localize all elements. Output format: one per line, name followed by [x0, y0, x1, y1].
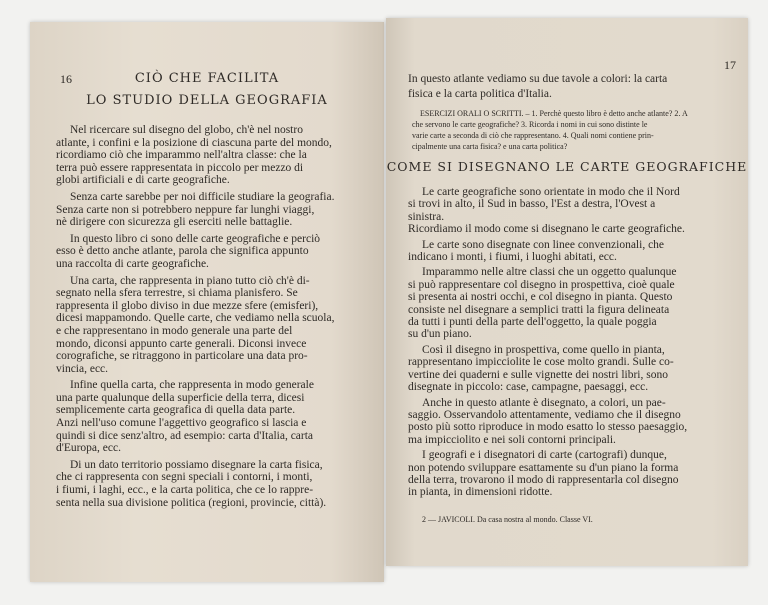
- text-line: non potendo sviluppare esattamente su d'un piano la forma: [408, 461, 679, 474]
- text-line: e che rappresentano in modo generale una parte del: [56, 324, 293, 337]
- text-line: Infine quella carta, che rappresenta in modo generale: [70, 379, 314, 392]
- text-line: si presenta ai nostri occhi, e col disegno in pianta. Questo: [408, 291, 673, 304]
- exercise-line: varie carte a seconda di ciò che rappresentano. 4. Quali nomi contiene prin-: [412, 131, 654, 140]
- text-line: semplicemente carta geografica di quella data parte.: [56, 404, 296, 417]
- body-text: [56, 124, 366, 513]
- exercise-line: cipalmente una carta fisica? e una carta politica?: [412, 142, 568, 151]
- paragraph: [56, 459, 366, 509]
- text-line: d'Europa, ecc.: [56, 442, 121, 455]
- text-line: da tutti i punti della parte dell'oggetto, la quale poggia: [408, 316, 657, 329]
- title-line: CIÒ CHE FACILITA: [134, 71, 280, 86]
- text-line: Anzi nell'uso comune l'aggettivo geografico si lascia e: [56, 417, 307, 430]
- right-page: [386, 18, 748, 566]
- exercise-line: ESERCIZI ORALI O SCRITTI. – 1. Perchè questo libro è detto anche atlante? 2. A: [420, 109, 688, 118]
- paragraph: [56, 379, 366, 455]
- paragraph: [408, 449, 718, 499]
- text-line: segnato nella sfera terrestre, si chiama planisfero. Se: [56, 287, 298, 300]
- text-line: che ci rappresenta con segni speciali i contorni, i monti,: [56, 471, 313, 484]
- text-line: corografiche, se ritraggono in particolare una data pro-: [56, 350, 308, 363]
- paragraph: [56, 124, 366, 187]
- intro-text: [408, 72, 718, 102]
- paragraph: [56, 191, 366, 229]
- paragraph: [56, 275, 366, 376]
- paragraph: [408, 266, 718, 340]
- text-line: In questo atlante vediamo su due tavole a colori: la carta: [408, 73, 668, 85]
- text-line: ma impicciolito e nei soli contorni principali.: [408, 433, 616, 446]
- text-line: Una carta, che rappresenta in piano tutto ciò ch'è di-: [70, 274, 310, 287]
- text-line: una parte qualunque della superficie della terra, dicesi: [56, 391, 305, 404]
- text-line: esso è detto anche atlante, parola che significa appunto: [56, 245, 309, 258]
- text-line: terra può essere rappresentata in piccolo per mezzo di: [56, 161, 304, 174]
- text-line: ricordiamo ciò che imparammo nell'altra classe: che la: [56, 149, 307, 162]
- text-line: dicesi mappamondo. Quelle carte, che vediamo nella scuola,: [56, 312, 335, 325]
- text-line: Anche in questo atlante è disegnato, a colori, un pae-: [422, 396, 666, 409]
- text-line: mondo, diconsi appunto carte generali. Diconsi invece: [56, 337, 307, 350]
- text-line: vertine dei quaderni e sulle vignette dei nostri libri, sono: [408, 368, 668, 381]
- text-line: della terra, trovarono il modo di rappresentarla col disegno: [408, 473, 679, 486]
- text-line: senta nella sua divisione politica (regioni, provincie, città).: [56, 496, 327, 509]
- text-line: sinistra.: [408, 210, 445, 223]
- text-line: Senza carte non si potrebbero neppure far lunghi viaggi,: [56, 203, 315, 216]
- text-line: Senza carte sarebbe per noi difficile studiare la geografia.: [70, 190, 335, 203]
- text-line: saggio. Osservandolo attentamente, vediamo che il disegno: [408, 408, 681, 421]
- text-line: Le carte sono disegnate con linee convenzionali, che: [422, 238, 665, 251]
- section-title: COME SI DISEGNANO LE CARTE GEOGRAFICHE: [386, 159, 748, 174]
- paragraph: [408, 239, 718, 264]
- text-line: si può rappresentare col disegno in prospettiva, cioè quale: [408, 278, 675, 291]
- text-line: globi artificiali e di carte geografiche.: [56, 174, 230, 187]
- exercises: [412, 108, 688, 152]
- text-line: indicano i monti, i fiumi, i luoghi abitati, ecc.: [408, 251, 617, 264]
- text-line: quindi si dice senz'altro, ad esempio: carta d'Italia, carta: [56, 429, 314, 442]
- left-page: [30, 22, 384, 582]
- text-line: consiste nel disegnare a semplici tratti la figura delineata: [408, 303, 670, 316]
- text-line: una raccolta di carte geografiche.: [56, 257, 209, 270]
- text-line: Le carte geografiche sono orientate in modo che il Nord: [422, 186, 680, 198]
- paragraph: [408, 186, 718, 236]
- text-line: su d'un piano.: [408, 328, 472, 341]
- text-line: Imparammo nelle altre classi che un oggetto qualunque: [422, 266, 677, 279]
- text-line: Nel ricercare sul disegno del globo, ch'è nel nostro: [70, 124, 303, 136]
- text-line: Così il disegno in prospettiva, come quello in pianta,: [422, 343, 665, 356]
- text-line: Ricordiamo il modo come si disegnano le carte geografiche.: [408, 223, 685, 236]
- text-line: In questo libro ci sono delle carte geografiche e perciò: [70, 232, 321, 245]
- text-line: fisica e la carta politica d'Italia.: [408, 88, 552, 100]
- text-line: I geografi e i disegnatori di carte (cartografi) dunque,: [422, 449, 667, 462]
- text-line: posto più sotto riproduce in modo esatto lo stesso paesaggio,: [408, 421, 688, 434]
- text-line: Di un dato territorio possiamo disegnare la carta fisica,: [70, 458, 323, 471]
- chapter-title: [30, 68, 384, 112]
- page-number: 17: [724, 58, 736, 72]
- paragraph: [408, 397, 718, 447]
- text-line: rappresenta il globo diviso in due mezze sfere (emisferi),: [56, 299, 319, 312]
- text-line: disegnate in piccolo: case, campagne, paesaggi, ecc.: [408, 381, 649, 394]
- title-line: LO STUDIO DELLA GEOGRAFIA: [86, 93, 328, 108]
- paragraph: [408, 344, 718, 394]
- text-line: vincia, ecc.: [56, 362, 109, 375]
- exercise-line: che servono le carte geografiche? 3. Ricorda i nomi in cui sono distinte le: [412, 120, 648, 129]
- text-line: in pianta, in dimensioni ridotte.: [408, 486, 553, 499]
- paragraph: [56, 233, 366, 271]
- text-line: i fiumi, i laghi, ecc., e la carta politica, che ce lo rappre-: [56, 484, 314, 497]
- body-text: [408, 186, 718, 502]
- page-number: 16: [60, 72, 72, 86]
- page-footer: 2 — JAVICOLI. Da casa nostra al mondo. Classe VI.: [422, 515, 593, 524]
- text-line: nè dirigere con sicurezza gli eserciti nelle battaglie.: [56, 216, 293, 229]
- text-line: si trovi in alto, il Sud in basso, l'Est a destra, l'Ovest a: [408, 198, 656, 211]
- text-line: rappresentano impicciolite le cose molto grandi. Sulle co-: [408, 356, 674, 369]
- text-line: atlante, i confini e la posizione di ciascuna parte del mondo,: [56, 136, 332, 149]
